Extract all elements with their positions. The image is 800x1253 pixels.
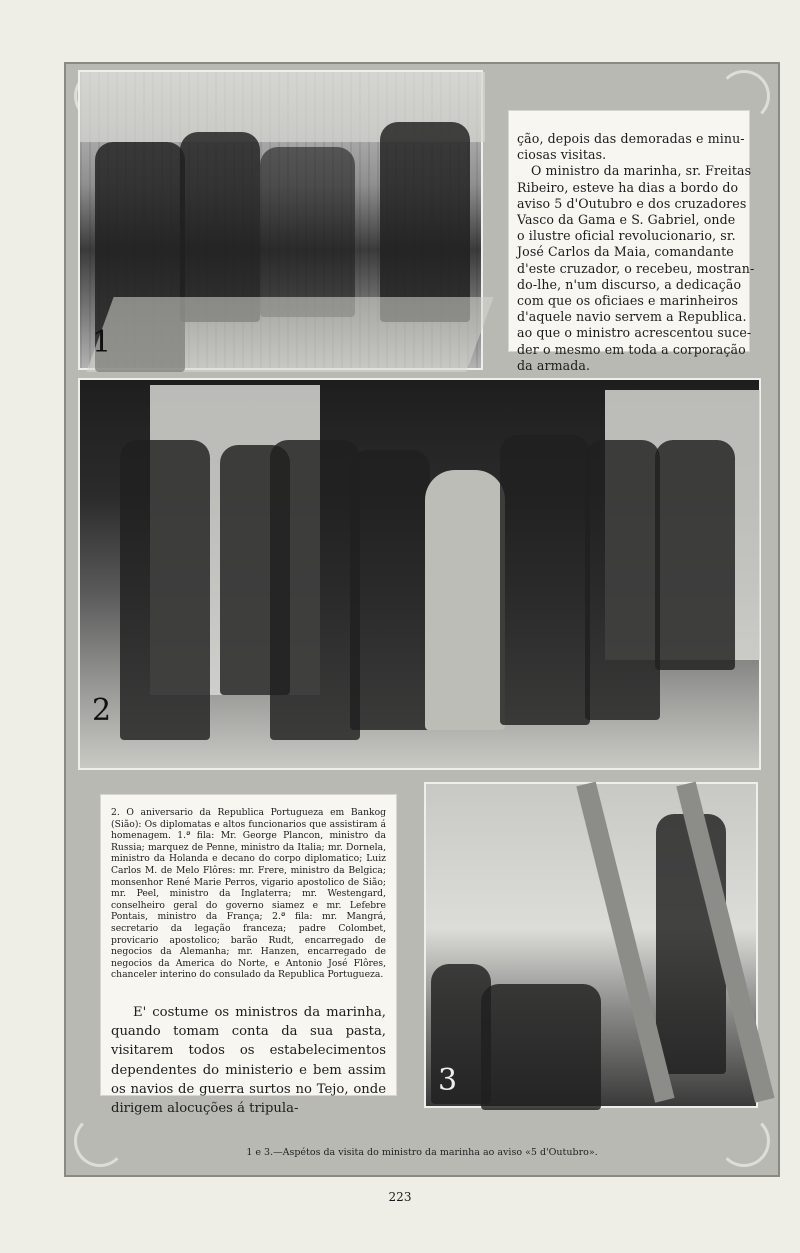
text-line: Vasco da Gama e S. Gabriel, onde xyxy=(517,212,736,228)
text-line: ção, depois das demoradas e minu- xyxy=(517,131,745,146)
text-line: d'aquele navio servem a Republica. xyxy=(517,309,747,325)
photo-number-2: 2 xyxy=(92,693,112,728)
text-line: aviso 5 d'Outubro e dos cruzadores xyxy=(517,195,747,211)
text-line: O ministro da marinha, sr. Freitas xyxy=(531,163,752,179)
photo-number-1: 1 xyxy=(92,325,112,360)
text-line: com que os oficiaes e marinheiros xyxy=(517,293,739,309)
text-line: ao que o ministro acrescentou suce- xyxy=(517,325,752,341)
page-number: 223 xyxy=(388,1190,412,1204)
text-line: ciosas visitas. xyxy=(517,147,607,163)
article-body: E' costume os ministros da marinha, quando tomam conta da sua pasta, visitarem todos os estabelecimentos dependentes do ministerio e bem assim os navios de guerra surtos no Tejo, onde dirigem alocuções á tripula- xyxy=(111,1004,386,1116)
article-text-top xyxy=(508,110,755,373)
photo-diplomats-group xyxy=(78,378,761,770)
text-line: da armada. xyxy=(517,357,591,373)
photo-1-3-caption: 1 e 3.—Aspétos da visita do ministro da marinha ao aviso «5 d'Outubro». xyxy=(246,1147,598,1158)
text-line: José Carlos da Maia, comandante xyxy=(517,244,734,260)
ornament-swirl-icon xyxy=(718,1115,770,1167)
text-line: o ilustre oficial revolucionario, sr. xyxy=(517,228,736,244)
ornament-swirl-icon xyxy=(74,1115,126,1167)
text-line: Ribeiro, esteve ha dias a bordo do xyxy=(517,179,739,195)
text-line: der o mesmo em toda a corporação xyxy=(517,341,746,357)
photo-minister-ladder xyxy=(424,782,758,1108)
photo-2-caption: 2. O aniversario da Republica Portugueza em Bankog (Sião): Os diplomatas e altos funcionarios que assistiram á homenagem. 1.ª fila: Mr. George Plancon, ministro da Russia; marquez de Penne, ministro da Italia; mr. Dornela, ministro da Holanda e decano do corpo diplomatico; Luiz Carlos M. de Melo Flôres: mr. Frere, ministro da Belgica; monsenhor René Marie Perros, vigario apostolico de Sião; mr. Peel, ministro da Inglaterra; mr. Westengard, conselheiro geral do governo siamez e mr. Lefebre Pontais, ministro da França; 2.ª fila: mr. Mangrá, secretario da legação franceza; padre Colombet, provicario apostolico; barão Rudt, encarregado de negocios da Alemanha; mr. Hanzen, encarregado de negocios da America do Norte, e Antonio José Flôres, chanceler interino do consulado da Republica Portugueza. xyxy=(111,807,386,981)
text-line: do-lhe, n'um discurso, a dedicação xyxy=(517,276,742,292)
photo-number-3: 3 xyxy=(438,1063,458,1098)
text-line: d'este cruzador, o recebeu, mostran- xyxy=(517,260,755,276)
article-text-bottom xyxy=(100,794,397,1116)
photo-officers-aboard xyxy=(78,70,483,370)
